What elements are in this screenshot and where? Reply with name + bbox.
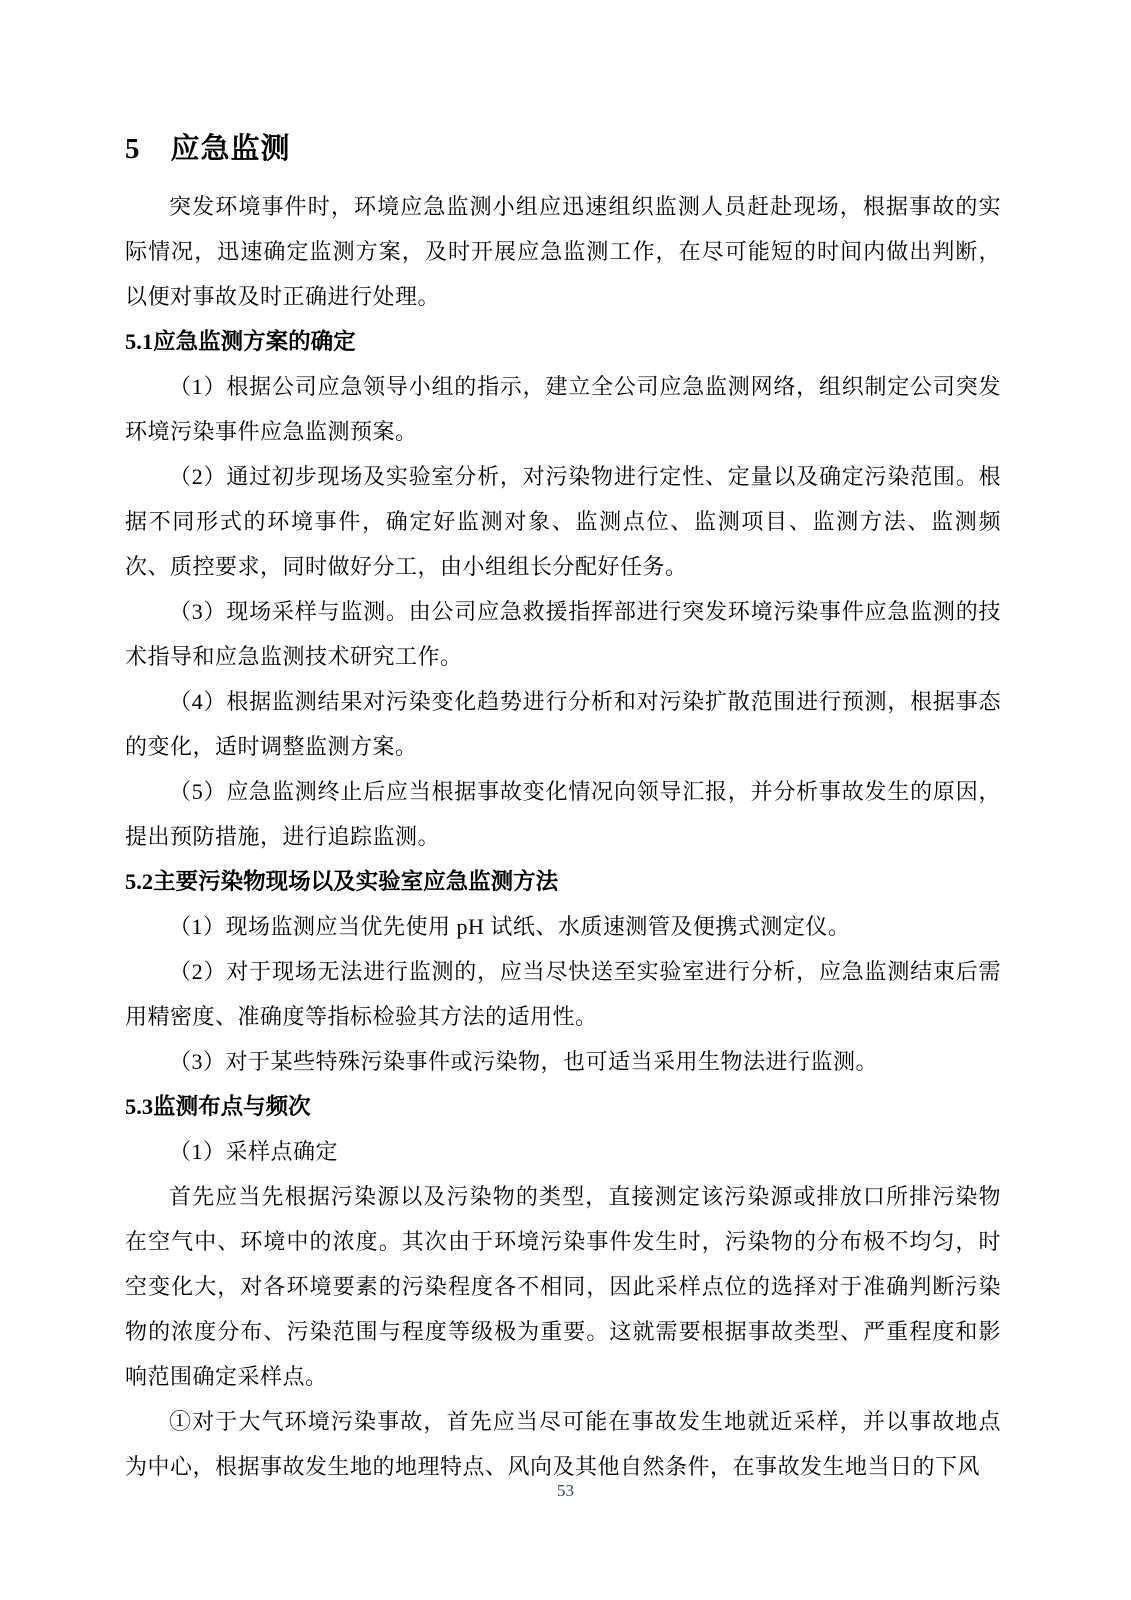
paragraph: 突发环境事件时，环境应急监测小组应迅速组织监测人员赶赴现场，根据事故的实际情况，迅速确定监测方案，及时开展应急监测工作，在尽可能短的时间内做出判断，以便对事故及时正确进行处理。 [125, 194, 1001, 309]
paragraph: （2）对于现场无法进行监测的，应当尽快送至实验室进行分析，应急监测结束后需用精密度、准确度等指标检验其方法的适用性。 [125, 959, 1001, 1029]
section-heading-5-3: 5.3监测布点与频次 [125, 1094, 311, 1119]
page-number: 53 [557, 1481, 574, 1500]
paragraph: （5）应急监测终止后应当根据事故变化情况向领导汇报，并分析事故发生的原因，提出预防措施，进行追踪监测。 [125, 779, 1001, 849]
paragraph: （3）现场采样与监测。由公司应急救援指挥部进行突发环境污染事件应急监测的技术指导和应急监测技术研究工作。 [125, 599, 1001, 669]
paragraph: （1）采样点确定 [169, 1139, 339, 1164]
paragraph: （1）根据公司应急领导小组的指示，建立全公司应急监测网络，组织制定公司突发环境污染事件应急监测预案。 [125, 374, 1001, 444]
section-heading-5-1: 5.1应急监测方案的确定 [125, 329, 356, 354]
paragraph: （4）根据监测结果对污染变化趋势进行分析和对污染扩散范围进行预测，根据事态的变化，适时调整监测方案。 [125, 689, 1001, 759]
document-content [125, 128, 1001, 1489]
paragraph: （3）对于某些特殊污染事件或污染物，也可适当采用生物法进行监测。 [169, 1049, 879, 1074]
paragraph: （1）现场监测应当优先使用 pH 试纸、水质速测管及便携式测定仪。 [169, 914, 851, 939]
paragraph: 首先应当先根据污染源以及污染物的类型，直接测定该污染源或排放口所排污染物在空气中、环境中的浓度。其次由于环境污染事件发生时，污染物的分布极不均匀，时空变化大，对各环境要素的污染程度各不相同，因此采样点位的选择对于准确判断污染物的浓度分布、污染范围与程度等级极为重要。这就需要根据事故类型、严重程度和影响范围确定采样点。 [125, 1184, 1001, 1389]
paragraph: ①对于大气环境污染事故，首先应当尽可能在事故发生地就近采样，并以事故地点为中心，根据事故发生地的地理特点、风向及其他自然条件，在事故发生地当日的下风 [125, 1409, 1001, 1479]
section-heading-5-2: 5.2主要污染物现场以及实验室应急监测方法 [125, 869, 559, 894]
paragraph: （2）通过初步现场及实验室分析，对污染物进行定性、定量以及确定污染范围。根据不同形式的环境事件，确定好监测对象、监测点位、监测项目、监测方法、监测频次、质控要求，同时做好分工，由小组组长分配好任务。 [125, 464, 1001, 579]
chapter-heading: 5 应急监测 [125, 133, 291, 165]
